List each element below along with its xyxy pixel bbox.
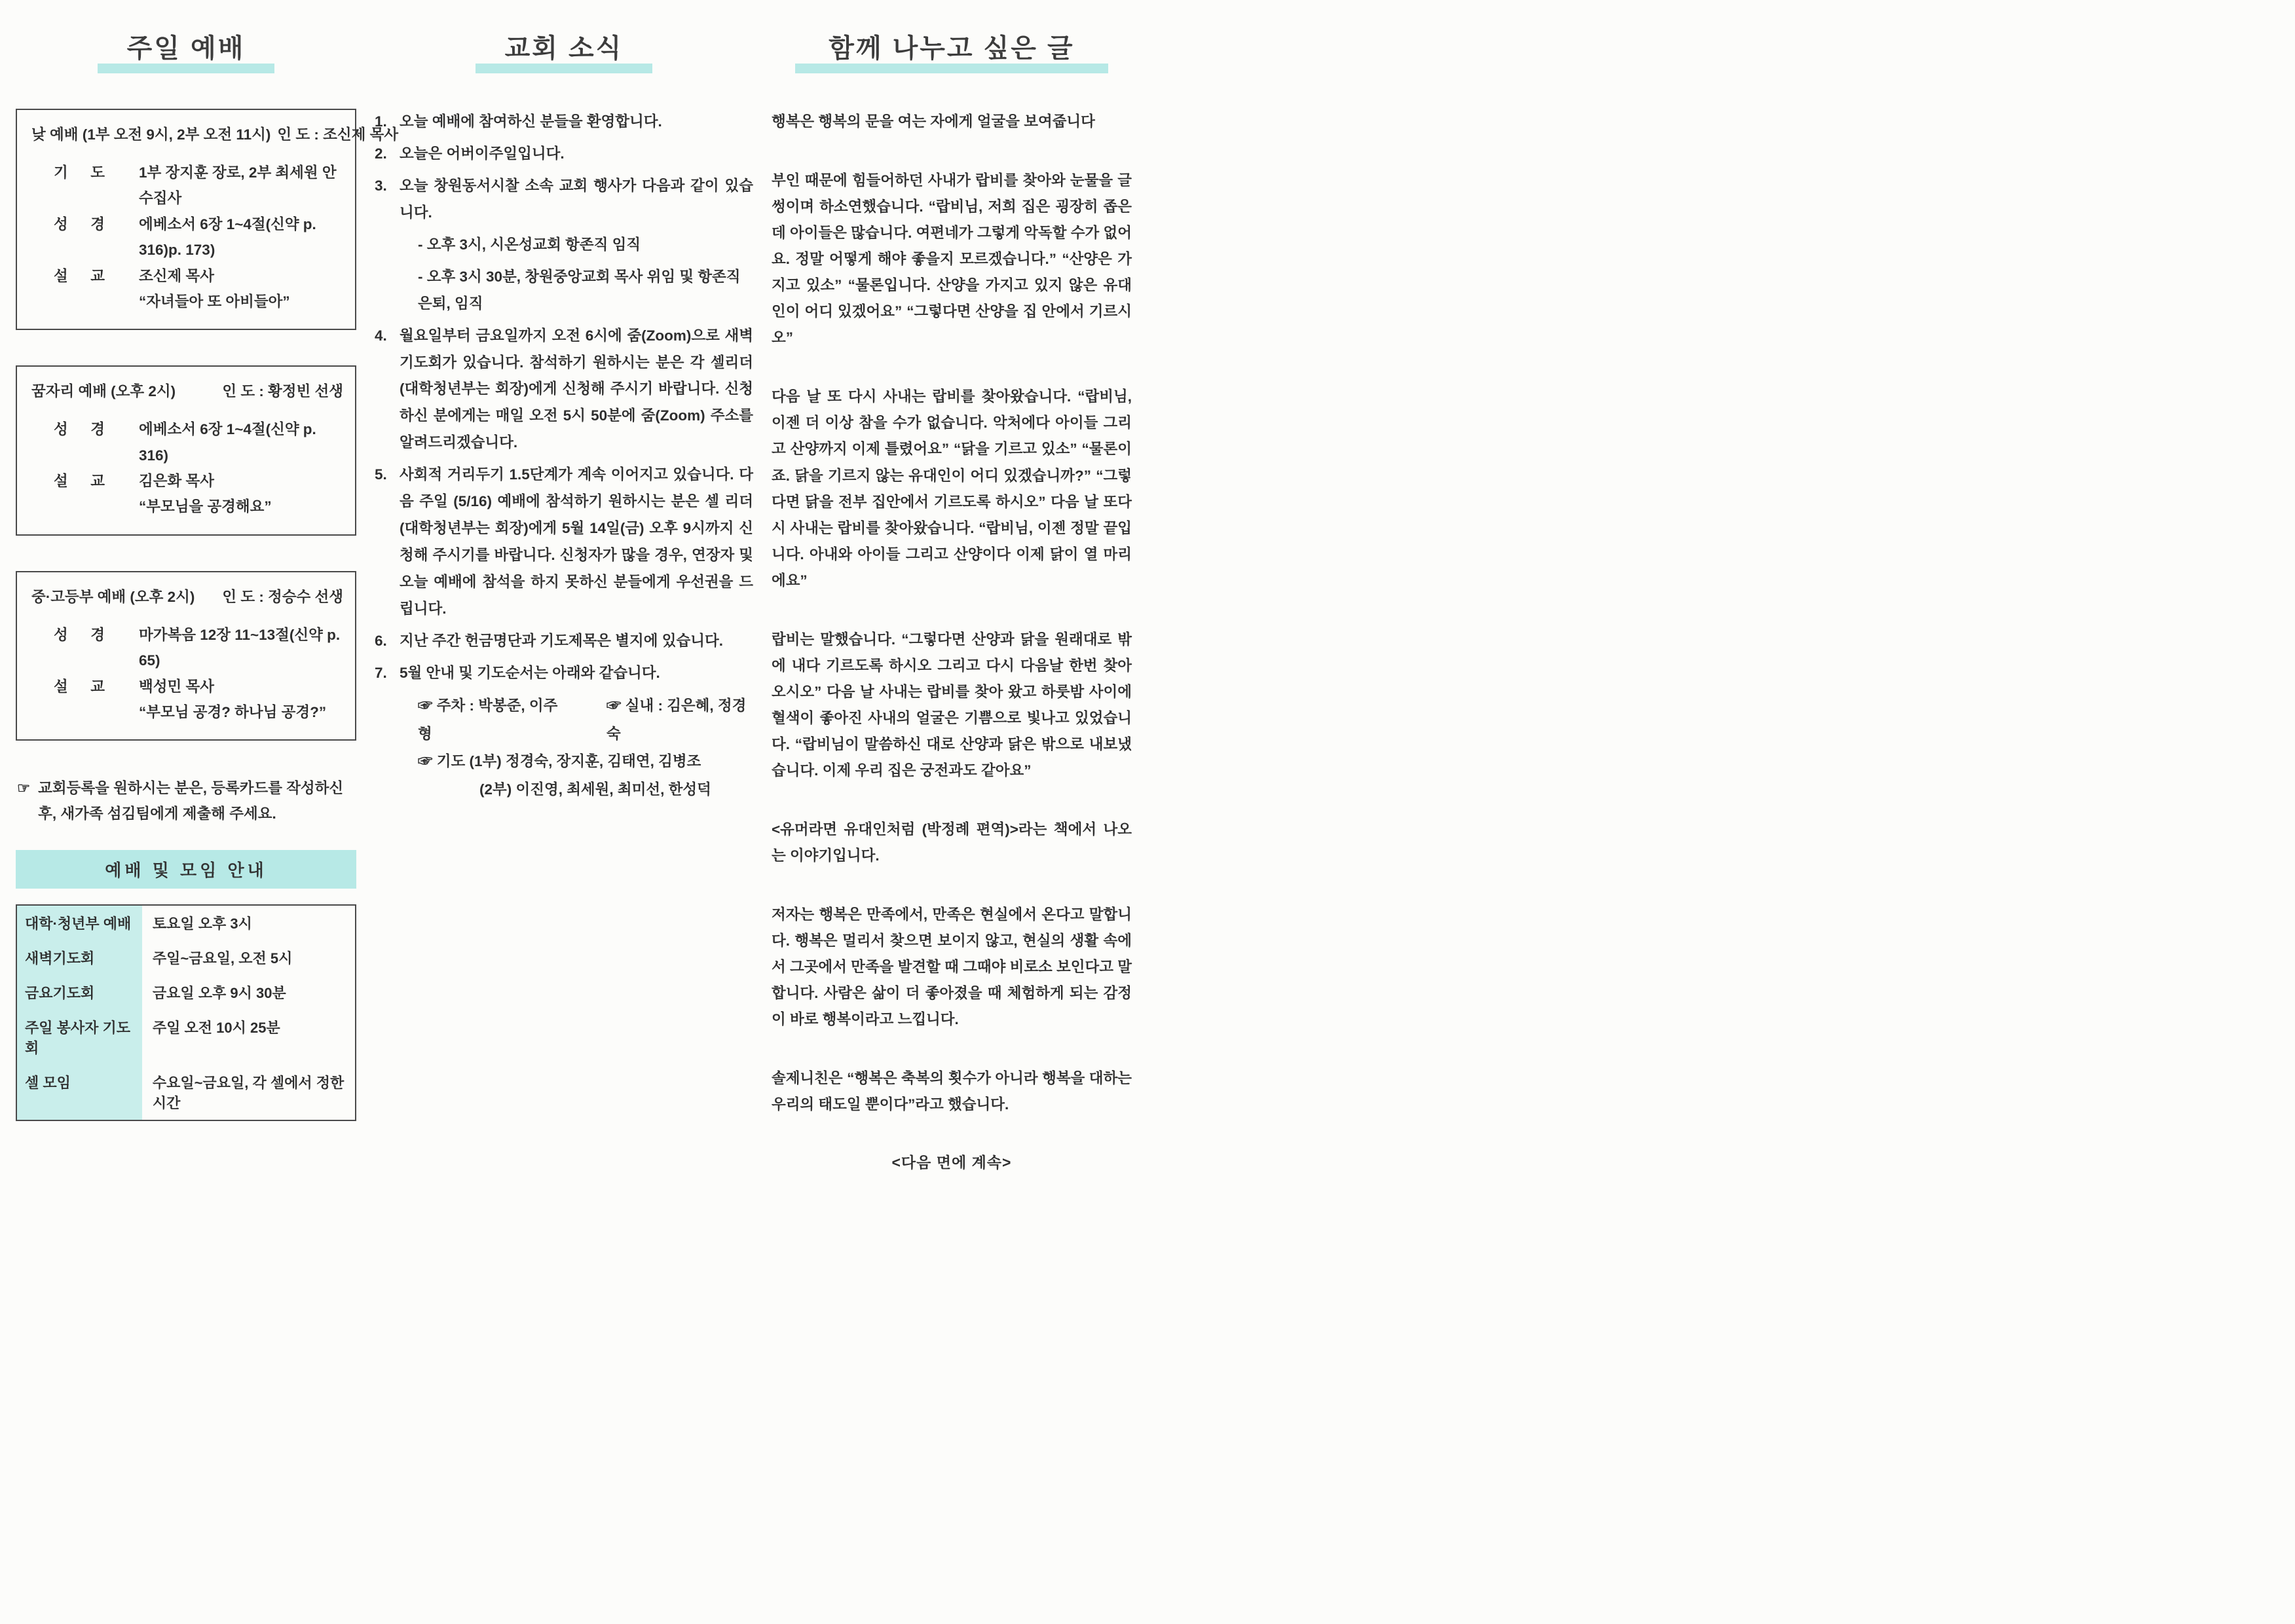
service-box-kids-worship: [16, 365, 356, 536]
service-row: [28, 468, 345, 520]
service-row-label: 성 경: [54, 421, 105, 438]
service-row-label: 설 교: [54, 678, 105, 695]
service-leader: 인 도 : 조신제 목사: [277, 126, 399, 143]
duty-prayer-2: (2부) 이진영, 최세원, 최미선, 한성덕: [479, 781, 711, 798]
schedule-row: [17, 906, 355, 940]
service-box-day-worship: [16, 109, 399, 330]
service-name: 낮 예배 (1부 오전 9시, 2부 오전 11시): [31, 126, 271, 143]
news-item: [375, 628, 753, 655]
schedule-row: [17, 975, 355, 1010]
title-underline: [476, 64, 652, 73]
sermon-title: “부모님을 공경해요”: [139, 498, 272, 515]
service-row-label: 기 도: [54, 164, 105, 181]
service-row-line: 1부 장지훈 장로, 2부 최세원 안수집사: [139, 164, 337, 207]
duty-prayer-1: ☞ 기도 (1부) 정경숙, 장지훈, 김태연, 김병조: [418, 753, 701, 770]
sermon-title: “자녀들아 또 아비들아”: [139, 293, 290, 310]
news-item-number: 2.: [375, 145, 387, 162]
schedule-row: [17, 1065, 355, 1120]
news-subitem: - 오후 3시, 시온성교회 항존직 임직: [418, 236, 641, 253]
news-item-number: 5.: [375, 466, 387, 483]
shared-essay-column: [772, 12, 1132, 1172]
news-item-text: 월요일부터 금요일까지 오전 6시에 줌(Zoom)으로 새벽기도회가 있습니다. 참석하기 원하시는 분은 각 셀리더(대학청년부는 회장)에게 신청해 주시기 바랍니다. 신청하신 분에게는 매일 오전 5시 50분에 줌(Zoom) 주소를 알려드리겠습니다.: [400, 327, 753, 451]
service-row-line: 백성민 목사: [139, 678, 214, 695]
service-header: [31, 123, 399, 144]
schedule-time-cell: 주일~금요일, 오전 5시: [152, 950, 293, 967]
service-row: [28, 622, 345, 674]
duty-indoor: ☞ 실내 : 김은혜, 정경숙: [606, 697, 747, 742]
news-item: [375, 141, 753, 168]
news-item-text: 지난 주간 헌금명단과 기도제목은 별지에 있습니다.: [400, 632, 723, 649]
sunday-worship-column: [16, 12, 399, 1172]
title-underline: [98, 64, 274, 73]
service-box-youth-worship: [16, 571, 356, 741]
service-row-label: 성 경: [54, 626, 105, 643]
news-section-title: 교회 소식: [504, 34, 624, 63]
schedule-time-cell: 토요일 오후 3시: [152, 915, 252, 932]
pointing-hand-icon: ☞: [17, 780, 31, 797]
service-leader: 인 도 : 정승수 선생: [222, 588, 343, 605]
schedule-row: [17, 1010, 355, 1065]
service-row: [28, 416, 345, 468]
news-title-wrap: [375, 28, 753, 73]
news-subitem: - 오후 3시 30분, 창원중앙교회 목사 위임 및 항존직 은퇴, 임직: [418, 268, 741, 312]
news-item-text: 오늘 예배에 참여하신 분들을 환영합니다.: [400, 113, 662, 130]
schedule-name-cell: 셀 모임: [17, 1065, 142, 1120]
service-row: [28, 160, 345, 212]
service-row: [28, 674, 345, 726]
schedule-name-cell: 새벽기도회: [17, 940, 142, 975]
service-row-line: 조신제 목사: [139, 267, 214, 284]
news-item-number: 6.: [375, 632, 387, 649]
essay-section-title: 함께 나누고 싶은 글: [829, 34, 1075, 63]
news-item: [375, 323, 753, 457]
news-item-text: 오늘 창원동서시찰 소속 교회 행사가 다음과 같이 있습니다.: [400, 177, 753, 221]
worship-title-wrap: [16, 28, 356, 73]
news-item-number: 1.: [375, 113, 387, 130]
news-item-number: 3.: [375, 177, 387, 194]
essay-paragraph: 랍비는 말했습니다. “그렇다면 산양과 닭을 원래대로 밖에 내다 기르도록 하시오 그리고 다시 다음날 한번 찾아 오시오” 다음 날 사내는 랍비를 찾아 왔고 하룻밤 사이에 혈색이 좋아진 사내의 얼굴은 기쁨으로 빛나고 있었습니다. “랍비님이 말씀하신 대로 산양과 닭은 밖으로 내보냈습니다. 이제 우리 집은 궁전과도 같아요”: [771, 631, 1132, 779]
schedule-time-cell: 주일 오전 10시 25분: [152, 1019, 280, 1036]
service-row: [28, 263, 345, 315]
registration-note-text: 교회등록을 원하시는 분은, 등록카드를 작성하신 후, 새가족 섬김팀에게 제출해 주세요.: [38, 780, 344, 822]
service-row-line: 마가복음 12장 11~13절(신약 p. 65): [139, 626, 341, 669]
news-item-text: 오늘은 어버이주일입니다.: [400, 145, 565, 162]
schedule-time-cell: 수요일~금요일, 각 셀에서 정한 시간: [152, 1074, 345, 1111]
essay-paragraph: 부인 때문에 힘들어하던 사내가 랍비를 찾아와 눈물을 글썽이며 하소연했습니다. “랍비님, 저희 집은 굉장히 좁은데 아이들은 많습니다. 여편네가 그렇게 악독할 수가 없어요. 정말 어떻게 해야 좋을지 모르겠습니다.” “산양은 가지고 있소” “물론입니다. 산양을 가지고 있지 않은 유대인이 어디 있겠어요” “그렇다면 산양을 집 안에서 기르시오”: [771, 172, 1132, 346]
duty-parking: ☞ 주차 : 박봉준, 이주형: [418, 697, 558, 742]
registration-note: [17, 776, 356, 826]
schedule-name-cell: 금요기도회: [17, 975, 142, 1010]
essay-title-wrap: [772, 28, 1132, 73]
bulletin-page: [0, 0, 1148, 1184]
essay-paragraph: 행복은 행복의 문을 여는 자에게 얼굴을 보여줍니다: [771, 113, 1095, 130]
news-item-number: 4.: [375, 327, 387, 344]
news-item: [375, 660, 753, 687]
news-item-text: 5월 안내 및 기도순서는 아래와 같습니다.: [400, 664, 660, 681]
service-name: 꿈자리 예배 (오후 2시): [31, 383, 176, 400]
service-header: [31, 380, 343, 401]
sermon-title: “부모님 공경? 하나님 공경?”: [139, 703, 327, 720]
news-item: [375, 173, 753, 227]
essay-paragraph: <유머라면 유대인처럼 (박정례 편역)>라는 책에서 나오는 이야기입니다.: [771, 821, 1132, 864]
church-news-column: [375, 12, 753, 1172]
schedule-table: [16, 904, 356, 1121]
service-row-line: 에베소서 6장 1~4절(신약 p. 316)p. 173): [139, 215, 316, 259]
schedule-name-cell: 주일 봉사자 기도회: [17, 1010, 142, 1065]
essay-paragraph: 솔제니친은 “행복은 축복의 횟수가 아니라 행복을 대하는 우리의 태도일 뿐이다”라고 했습니다.: [771, 1070, 1132, 1113]
continued-note: <다음 면에 계속>: [891, 1154, 1012, 1172]
news-item: [375, 109, 753, 136]
service-name: 중·고등부 예배 (오후 2시): [31, 588, 195, 605]
service-row-line: 김은화 목사: [139, 473, 214, 489]
service-row-label: 설 교: [54, 473, 105, 489]
schedule-row: [17, 940, 355, 975]
schedule-time-cell: 금요일 오후 9시 30분: [152, 984, 286, 1001]
news-item-text: 사회적 거리두기 1.5단계가 계속 이어지고 있습니다. 다음 주일 (5/16) 예배에 참석하기 원하시는 분은 셀 리더(대학청년부는 회장)에게 5월 14일(금) 오후 9시까지 신청해 주시기를 바랍니다. 신청자가 많을 경우, 연장자 및 오늘 예배에 참석을 하지 못하신 분들에게 우선권을 드립니다.: [400, 466, 753, 617]
meeting-info-banner: 예배 및 모임 안내: [16, 850, 356, 889]
duty-assignments: [418, 692, 753, 804]
title-underline: [795, 64, 1108, 73]
service-leader: 인 도 : 황정빈 선생: [222, 383, 343, 400]
essay-paragraph: 저자는 행복은 만족에서, 만족은 현실에서 온다고 말합니다. 행복은 멀리서 찾으면 보이지 않고, 현실의 생활 속에서 그곳에서 만족을 발견할 때 그때야 비로소 보인다고 말합니다. 사람은 삶이 더 좋아졌을 때 체험하게 되는 감정이 바로 행복이라고 느낍니다.: [771, 906, 1132, 1028]
essay-paragraph: 다음 날 또 다시 사내는 랍비를 찾아왔습니다. “랍비님, 이젠 더 이상 참을 수가 없습니다. 악처에다 아이들 그리고 산양까지 이제 틀렸어요” “닭을 기르고 있소” “물론이죠. 닭을 기르지 않는 유대인이 어디 있겠습니까?” “그렇다면 닭을 전부 집안에서 기르도록 하시오” 다음 날 또다시 사내는 랍비를 찾아왔습니다. “랍비님, 이젠 정말 끝입니다. 아내와 아이들 그리고 산양이다 이제 닭이 열 마리에요”: [771, 388, 1132, 589]
schedule-name-cell: 대학·청년부 예배: [17, 906, 142, 940]
duty-row: [418, 692, 753, 748]
news-item: [375, 462, 753, 623]
service-row-label: 설 교: [54, 267, 105, 284]
news-item-number: 7.: [375, 664, 387, 681]
service-row-line: 에베소서 6장 1~4절(신약 p. 316): [139, 421, 316, 464]
service-row-label: 성 경: [54, 215, 105, 232]
worship-section-title: 주일 예배: [126, 34, 246, 63]
service-row: [28, 212, 345, 263]
service-header: [31, 585, 343, 606]
